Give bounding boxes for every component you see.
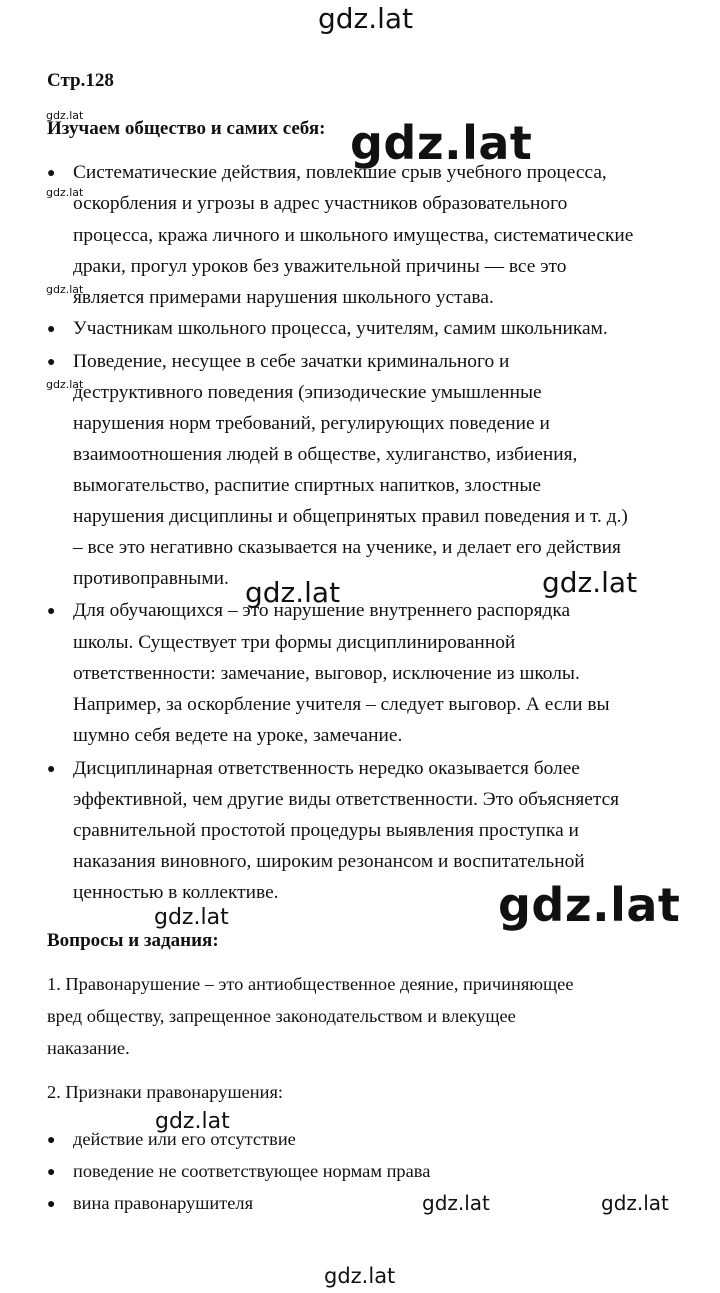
tiny-watermark: gdz.lat [46, 378, 84, 391]
text-line: наказания виновного, широким резонансом и воспитательной [73, 851, 585, 872]
bullet-dot: ● [47, 355, 56, 370]
watermark: gdz.lat [154, 905, 229, 930]
tiny-watermark: gdz.lat [46, 283, 84, 296]
list-item: вина правонарушителя [73, 1193, 254, 1213]
footer-watermark: gdz.lat [324, 1264, 396, 1288]
text-line: вред обществу, запрещенное законодательством и влекущее [47, 1006, 516, 1026]
text-line: сравнительной простотой процедуры выявления проступка и [73, 820, 579, 841]
text-line: Поведение, несущее в себе зачатки криминального и [73, 351, 510, 372]
page-label: Стр.128 [47, 70, 114, 91]
text-line: ценностью в коллективе. [73, 882, 279, 903]
tiny-watermark: gdz.lat [46, 186, 84, 199]
section-heading: Изучаем общество и самих себя: [47, 118, 326, 139]
text-line: взаимоотношения людей в обществе, хулиганство, избиения, [73, 444, 578, 465]
header-watermark: gdz.lat [318, 2, 414, 35]
tiny-watermark: gdz.lat [46, 109, 84, 122]
watermark: gdz.lat [350, 116, 533, 170]
text-line: школы. Существует три формы дисциплинированной [73, 632, 516, 653]
text-line: 2. Признаки правонарушения: [47, 1082, 284, 1102]
text-line: эффективной, чем другие виды ответственности. Это объясняется [73, 789, 620, 810]
text-line: нарушения дисциплины и общепринятых правил поведения и т. д.) [73, 506, 628, 527]
text-line: шумно себя ведете на уроке, замечание. [73, 725, 403, 746]
watermark: gdz.lat [542, 566, 638, 599]
bullet-dot: ● [47, 1133, 56, 1148]
text-line: является примерами нарушения школьного устава. [73, 287, 494, 308]
watermark: gdz.lat [498, 878, 681, 932]
text-line: – все это негативно сказывается на ученике, и делает его действия [73, 537, 621, 558]
text-line: Дисциплинарная ответственность нередко оказывается более [73, 758, 580, 779]
list-item: действие или его отсутствие [73, 1129, 296, 1149]
watermark: gdz.lat [155, 1109, 230, 1134]
watermark: gdz.lat [601, 1191, 669, 1215]
text-line: 1. Правонарушение – это антиобщественное деяние, причиняющее [47, 974, 574, 994]
text-line: процесса, кража личного и школьного имущества, систематические [73, 225, 634, 246]
bullet-dot: ● [47, 1165, 56, 1180]
section-heading: Вопросы и задания: [47, 930, 219, 951]
text-line: деструктивного поведения (эпизодические умышленные [73, 382, 542, 403]
list-item: поведение не соответствующее нормам права [73, 1161, 431, 1181]
bullet-dot: ● [47, 1197, 56, 1212]
text-line: нарушения норм требований, регулирующих поведение и [73, 413, 550, 434]
watermark: gdz.lat [422, 1191, 490, 1215]
text-line: Участникам школьного процесса, учителям, самим школьникам. [73, 318, 608, 339]
text-line: Например, за оскорбление учителя – следует выговор. А если вы [73, 694, 610, 715]
text-line: оскорбления и угрозы в адрес участников образовательного [73, 193, 568, 214]
text-line: Систематические действия, повлекшие срыв учебного процесса, [73, 162, 607, 183]
watermark: gdz.lat [245, 576, 341, 609]
text-line: противоправными. [73, 568, 229, 589]
text-line: вымогательство, распитие спиртных напитков, злостные [73, 475, 542, 496]
bullet-dot: ● [47, 762, 56, 777]
bullet-dot: ● [47, 322, 56, 337]
text-line: ответственности: замечание, выговор, исключение из школы. [73, 663, 580, 684]
text-line: Для обучающихся – это нарушение внутреннего распорядка [73, 600, 571, 621]
text-line: драки, прогул уроков без уважительной причины — все это [73, 256, 567, 277]
bullet-dot: ● [47, 604, 56, 619]
bullet-dot: ● [47, 166, 56, 181]
text-line: наказание. [47, 1038, 130, 1058]
